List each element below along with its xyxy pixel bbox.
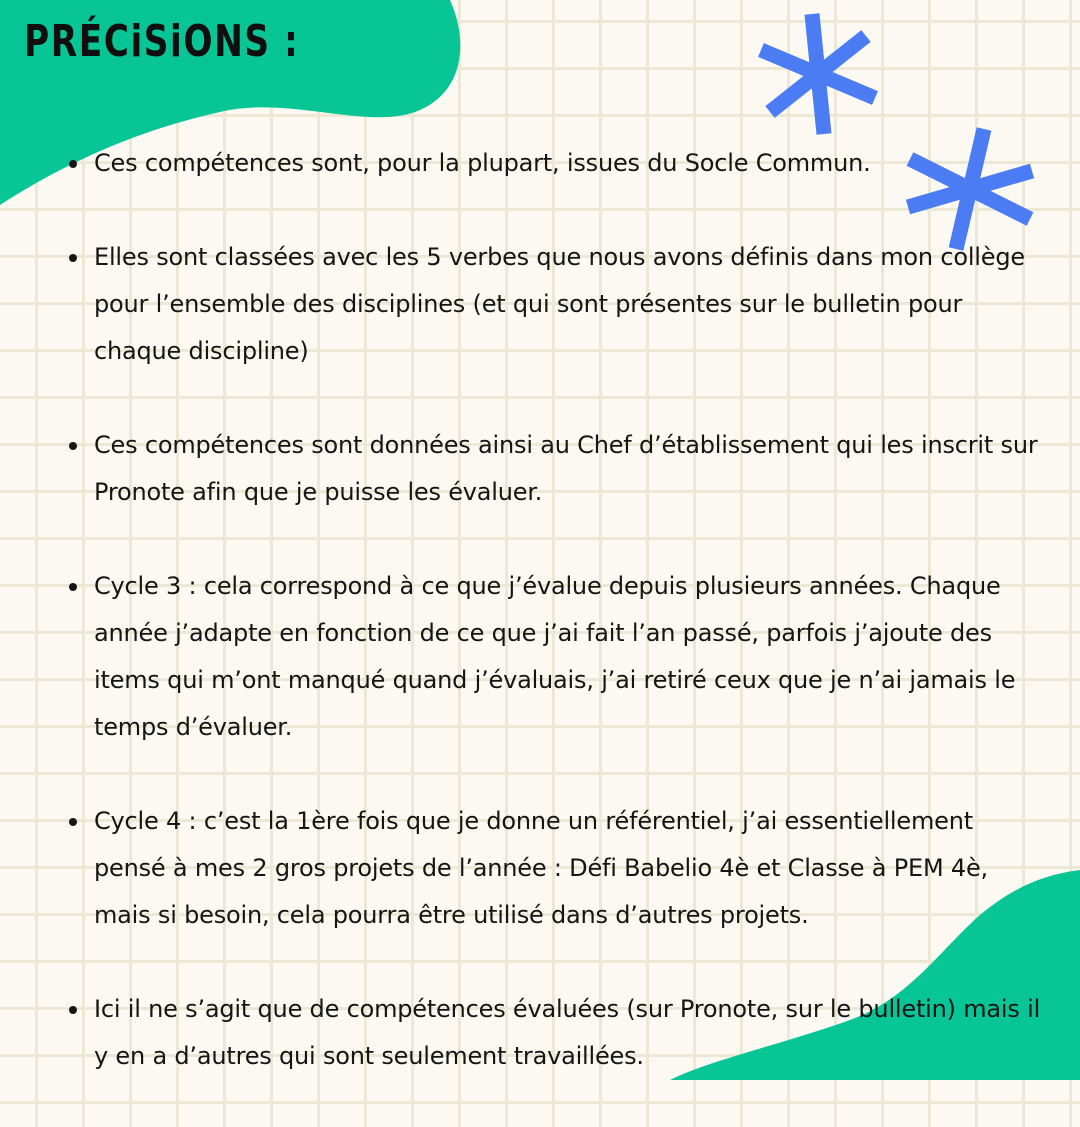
bullet-icon (69, 818, 77, 826)
bullet-list (94, 140, 1044, 1127)
bullet-icon (69, 254, 77, 262)
list-item (94, 563, 1044, 751)
list-item (94, 986, 1044, 1080)
list-item (94, 140, 1044, 187)
bullet-icon (69, 583, 77, 591)
list-item (94, 422, 1044, 516)
list-item (94, 798, 1044, 939)
list-item (94, 234, 1044, 375)
bullet-icon (69, 1006, 77, 1014)
list-item-text: Ici il ne s’agit que de compétences évaluées (sur Pronote, sur le bulletin) mais il y en a d’autres qui sont seulement travaillées. (94, 995, 1041, 1070)
page-title: PRÉCiSiONS : (24, 16, 300, 67)
list-item-text: Ces compétences sont, pour la plupart, issues du Socle Commun. (94, 149, 871, 177)
list-item-text: Cycle 4 : c’est la 1ère fois que je donne un référentiel, j’ai essentiellement pensé à mes 2 gros projets de l’année : Défi Babelio 4è et Classe à PEM 4è, mais si besoin, cela pourra être utilisé dans d’autres projets. (94, 807, 988, 929)
list-item-text: Cycle 3 : cela correspond à ce que j’évalue depuis plusieurs années. Chaque année j’adapte en fonction de ce que j’ai fait l’an passé, parfois j’ajoute des items qui m’ont manqué quand j’évaluais, j’ai retiré ceux que je n’ai jamais le temps d’évaluer. (94, 572, 1016, 741)
list-item-text: Ces compétences sont données ainsi au Chef d’établissement qui les inscrit sur Pronote afin que je puisse les évaluer. (94, 431, 1038, 506)
asterisk-star-icon (752, 8, 884, 140)
bullet-icon (69, 442, 77, 450)
bullet-icon (69, 160, 77, 168)
list-item-text: Elles sont classées avec les 5 verbes que nous avons définis dans mon collège pour l’ensemble des disciplines (et qui sont présentes sur le bulletin pour chaque discipline) (94, 243, 1025, 365)
